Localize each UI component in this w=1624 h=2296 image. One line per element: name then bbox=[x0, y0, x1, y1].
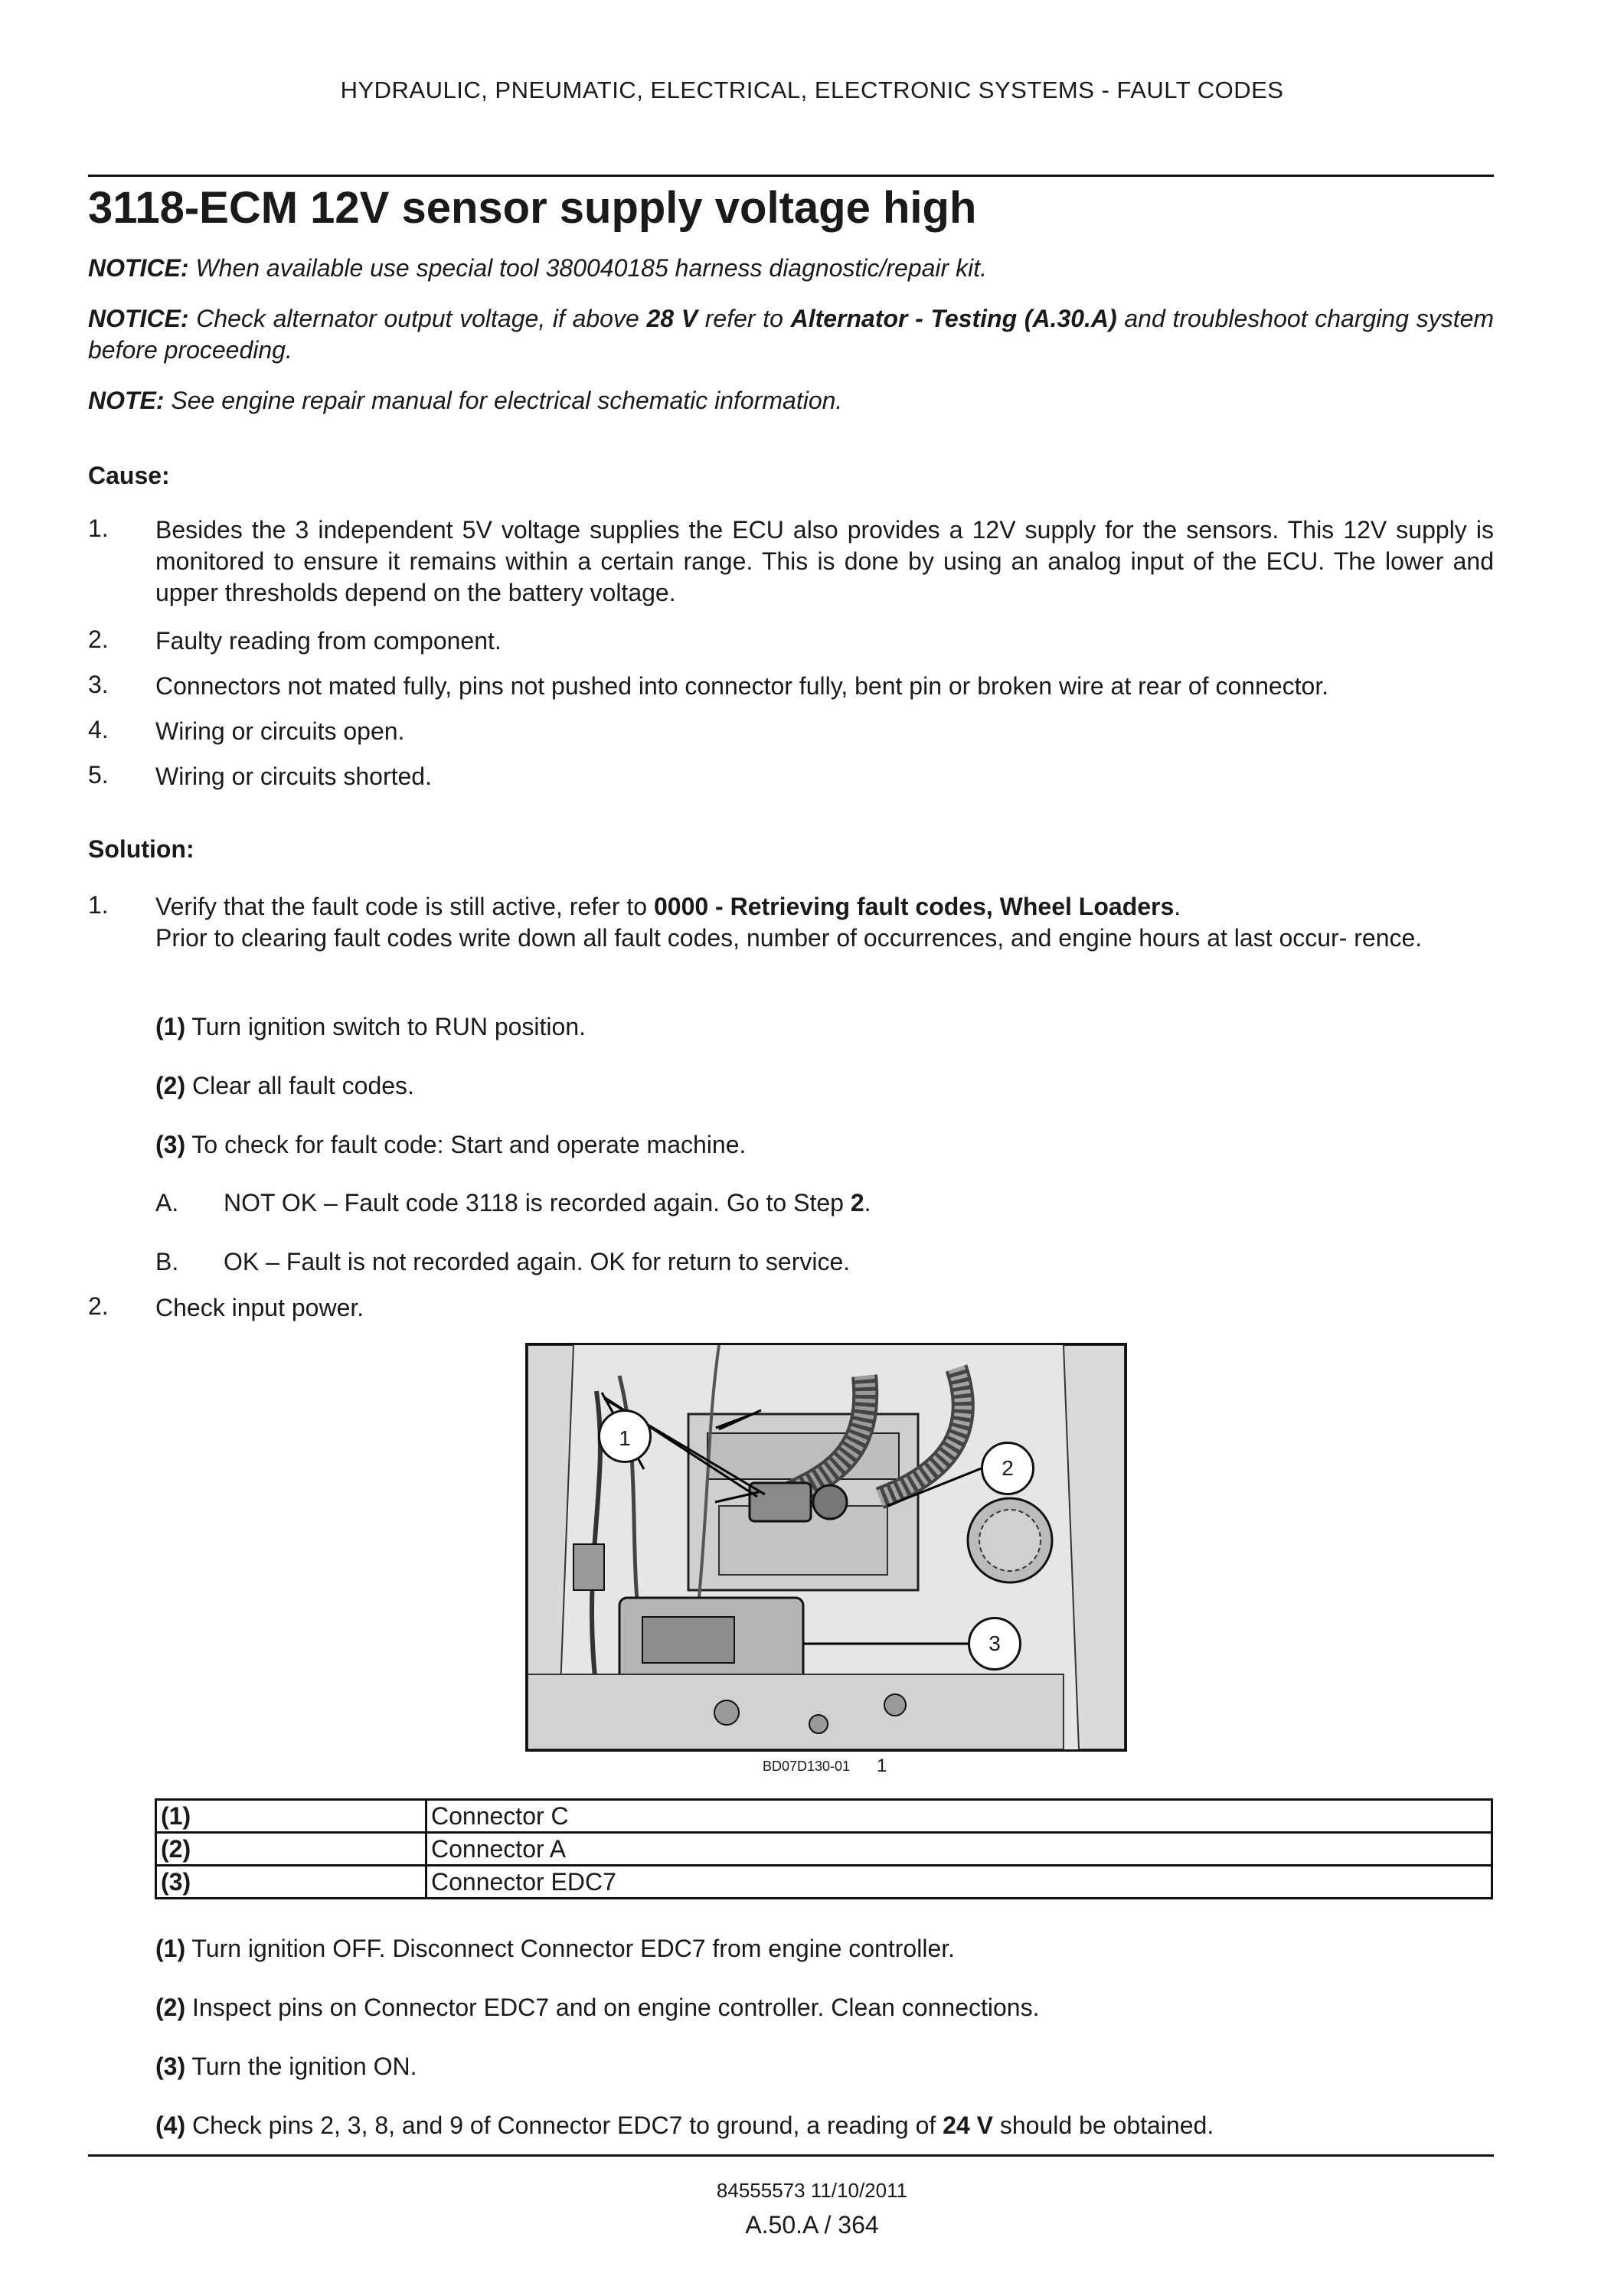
cause-item: Faulty reading from component. bbox=[155, 627, 502, 655]
footer-doc-id: 84555573 11/10/2011 bbox=[716, 2179, 908, 2202]
callout-3: 3 bbox=[968, 1617, 1021, 1671]
substep: (1) Turn ignition OFF. Disconnect Connector EDC7 from engine controller. bbox=[155, 1935, 956, 1962]
substep: (3) To check for fault code: Start and operate machine. bbox=[155, 1131, 747, 1158]
cause-item: Connectors not mated fully, pins not pushed into connector fully, bent pin or broken wire at rear of connector. bbox=[155, 672, 1329, 700]
substep: (1) Turn ignition switch to RUN position. bbox=[155, 1013, 586, 1040]
cause-item-number: 2. bbox=[88, 625, 109, 653]
connector-legend-table bbox=[155, 1798, 1493, 1899]
option-ok: OK – Fault is not recorded again. OK for return to service. bbox=[224, 1248, 851, 1275]
notice-alternator: NOTICE: Check alternator output voltage, if above 28 V refer to Alternator - Testing (A.30.A) and troubleshoot charging system before proceeding. bbox=[88, 305, 1495, 364]
figure-number: 1 bbox=[877, 1755, 887, 1776]
footer-rule bbox=[88, 2154, 1494, 2157]
note-label: NOTE: bbox=[88, 387, 165, 414]
note-schematic: NOTE: See engine repair manual for electrical schematic information. bbox=[88, 387, 843, 414]
substep: (2) Inspect pins on Connector EDC7 and on engine controller. Clean connections. bbox=[155, 1994, 1040, 2021]
engine-photo-figure bbox=[525, 1343, 1127, 1752]
cause-item-number: 1. bbox=[88, 514, 109, 542]
cause-item-number: 4. bbox=[88, 716, 109, 743]
option-letter: A. bbox=[155, 1189, 179, 1217]
cause-item-number: 3. bbox=[88, 671, 109, 698]
notice-label: NOTICE: bbox=[88, 305, 189, 332]
solution-step-number: 2. bbox=[88, 1292, 109, 1320]
cause-item-number: 5. bbox=[88, 761, 109, 789]
cause-item: Wiring or circuits open. bbox=[155, 717, 405, 745]
solution-step-2: Check input power. bbox=[155, 1294, 364, 1321]
notice-tool: NOTICE: When available use special tool 380040185 harness diagnostic/repair kit. bbox=[88, 254, 987, 282]
running-header: HYDRAULIC, PNEUMATIC, ELECTRICAL, ELECTRONIC SYSTEMS - FAULT CODES bbox=[340, 77, 1284, 103]
cause-item: Wiring or circuits shorted. bbox=[155, 763, 432, 790]
header-rule bbox=[88, 175, 1494, 177]
option-letter: B. bbox=[155, 1248, 179, 1275]
notice-label: NOTICE: bbox=[88, 254, 189, 282]
option-not-ok: NOT OK – Fault code 3118 is recorded again. Go to Step 2. bbox=[224, 1189, 871, 1217]
callout-leaders bbox=[528, 1345, 1125, 1749]
retrieving-fault-codes-ref: 0000 - Retrieving fault codes, Wheel Loaders bbox=[653, 893, 1175, 920]
callout-1: 1 bbox=[598, 1409, 652, 1463]
solution-step-number: 1. bbox=[88, 891, 109, 919]
table-row: (2) Connector A bbox=[156, 1833, 1492, 1866]
solution-heading: Solution: bbox=[88, 835, 194, 863]
cause-item: Besides the 3 independent 5V voltage supplies the ECU also provides a 12V supply for the sensors. This 12V supply is monitored to ensure it remains within a certain range. This is done by using an analog input of the ECU. The lower and upper thresholds depend on the battery voltage. bbox=[155, 516, 1494, 606]
substep: (4) Check pins 2, 3, 8, and 9 of Connector EDC7 to ground, a reading of 24 V should be obtained. bbox=[155, 2111, 1214, 2139]
figure-code: BD07D130-01 bbox=[763, 1759, 851, 1774]
page-title: 3118-ECM 12V sensor supply voltage high bbox=[88, 183, 977, 233]
alternator-testing-ref: Alternator - Testing (A.30.A) bbox=[790, 305, 1117, 332]
footer-page-number: A.50.A / 364 bbox=[745, 2211, 879, 2239]
cause-heading: Cause: bbox=[88, 462, 170, 489]
substep: (3) Turn the ignition ON. bbox=[155, 2053, 417, 2080]
table-row: (3) Connector EDC7 bbox=[156, 1866, 1492, 1899]
table-row: (1) Connector C bbox=[156, 1800, 1492, 1833]
substep: (2) Clear all fault codes. bbox=[155, 1072, 414, 1099]
callout-2: 2 bbox=[981, 1442, 1034, 1495]
solution-step-1: Verify that the fault code is still active, refer to 0000 - Retrieving fault codes, Wheel Loaders. Prior to clearing fault codes write down all fault codes, number of occurrences, and engine hours at last occur- rence. bbox=[155, 893, 1423, 952]
